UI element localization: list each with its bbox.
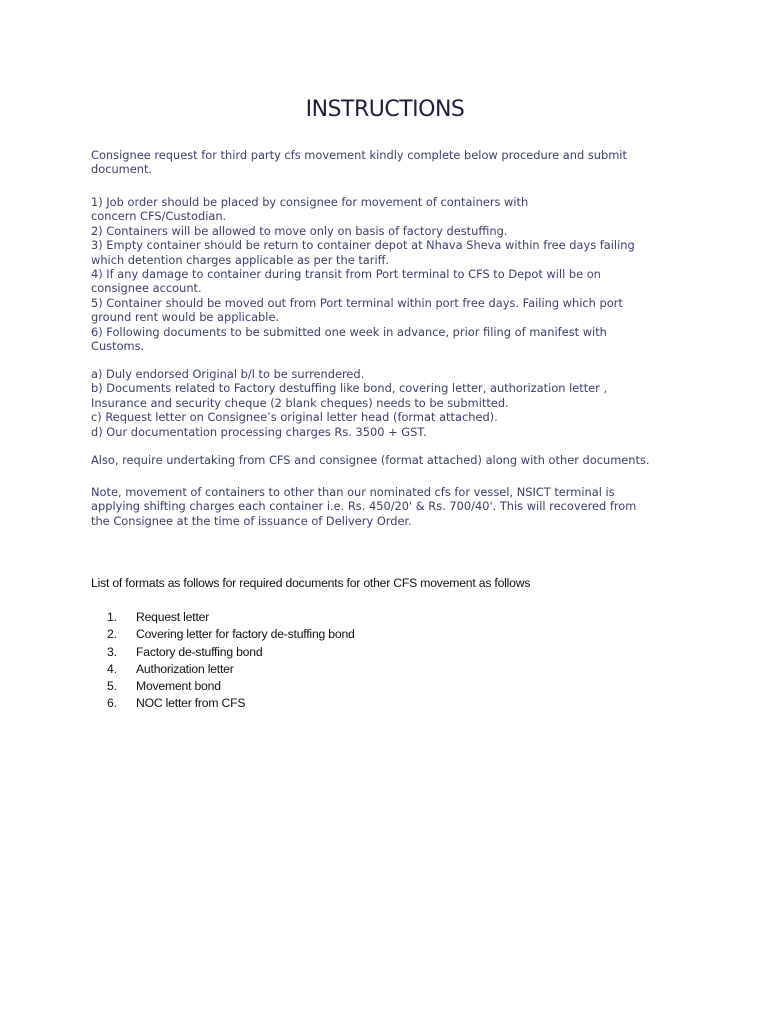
- list-item-number: 5.: [107, 679, 117, 694]
- undertaking-line: Also, require undertaking from CFS and consignee (format attached) along with other documents.: [91, 453, 650, 467]
- intro-line: Consignee request for third party cfs movement kindly complete below procedure and submit: [91, 148, 627, 162]
- list-item-text: Covering letter for factory de-stuffing bond: [136, 627, 355, 642]
- list-item-number: 2.: [107, 627, 117, 642]
- list-item-number: 4.: [107, 661, 117, 676]
- list-item-number: 3.: [107, 644, 117, 659]
- document-line: Insurance and security cheque (2 blank cheques) needs to be submitted.: [91, 395, 509, 410]
- point-line: consignee account.: [91, 281, 202, 296]
- point-line: 1) Job order should be placed by consignee for movement of containers with: [91, 195, 529, 209]
- list-item-text: Authorization letter: [136, 661, 234, 676]
- undertaking-paragraph: [91, 453, 691, 467]
- formats-list: [107, 609, 355, 713]
- list-item-text: Factory de-stuffing bond: [136, 644, 263, 659]
- list-item-text: Movement bond: [136, 679, 221, 694]
- point-line: 3) Empty container should be return to container depot at Nhava Sheva within free days failing: [91, 238, 635, 253]
- list-item-number: 6.: [107, 696, 117, 711]
- point-line: Customs.: [91, 339, 145, 354]
- list-item: [107, 661, 355, 678]
- required-documents: [91, 367, 691, 439]
- intro-line: document.: [91, 162, 153, 177]
- note-paragraph: [91, 485, 691, 528]
- point-line: 2) Containers will be allowed to move only on basis of factory destuffing.: [91, 223, 508, 238]
- intro-paragraph: [91, 148, 691, 177]
- document-line: a) Duly endorsed Original b/l to be surrendered.: [91, 367, 365, 381]
- note-line: the Consignee at the time of issuance of Delivery Order.: [91, 513, 412, 528]
- point-line: 6) Following documents to be submitted one week in advance, prior filing of manifest with: [91, 324, 607, 339]
- list-item: [107, 609, 355, 626]
- document-line: d) Our documentation processing charges Rs. 3500 + GST.: [91, 424, 427, 439]
- list-item-number: 1.: [107, 610, 117, 624]
- point-line: 5) Container should be moved out from Port terminal within port free days. Failing which port: [91, 295, 623, 310]
- point-line: 4) If any damage to container during transit from Port terminal to CFS to Depot will be on: [91, 267, 601, 282]
- point-line: ground rent would be applicable.: [91, 310, 280, 325]
- note-line: Note, movement of containers to other than our nominated cfs for vessel, NSICT terminal is: [91, 485, 615, 499]
- document-line: b) Documents related to Factory destuffing like bond, covering letter, authorization letter ,: [91, 381, 608, 396]
- list-item-text: NOC letter from CFS: [136, 696, 246, 711]
- document-line: c) Request letter on Consignee’s original letter head (format attached).: [91, 410, 498, 425]
- list-item: [107, 626, 355, 643]
- list-item-text: Request letter: [136, 610, 210, 624]
- point-line: which detention charges applicable as per the tariff.: [91, 252, 390, 267]
- note-line: applying shifting charges each container i.e. Rs. 450/20' & Rs. 700/40'. This will recovered from: [91, 499, 637, 514]
- point-line: concern CFS/Custodian.: [91, 209, 227, 224]
- list-item: [107, 695, 355, 712]
- list-item: [107, 644, 355, 661]
- formats-heading: List of formats as follows for required documents for other CFS movement as follows: [91, 576, 531, 590]
- page-title: INSTRUCTIONS: [305, 97, 465, 122]
- list-item: [107, 678, 355, 695]
- procedure-points: [91, 195, 691, 353]
